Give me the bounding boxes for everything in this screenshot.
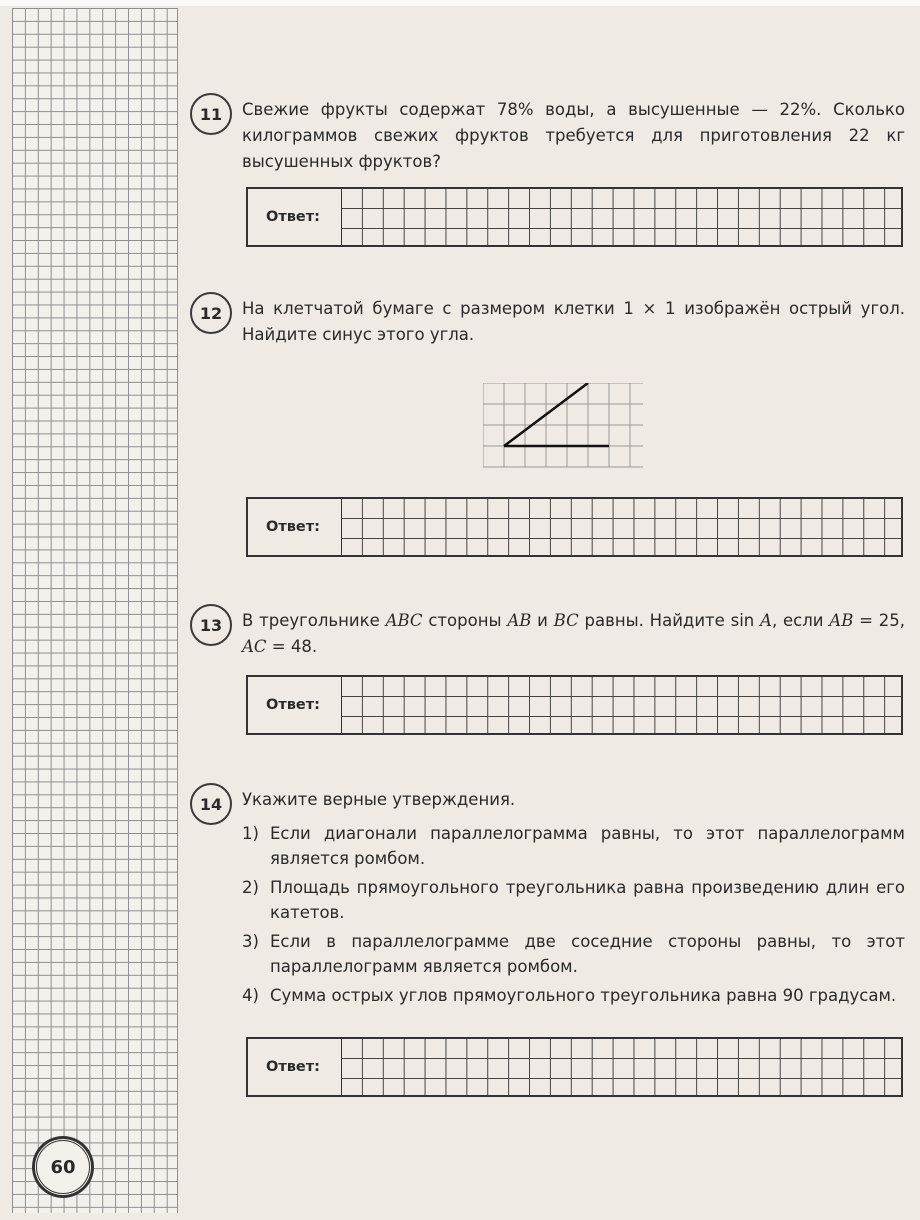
answer-box-13[interactable] — [246, 675, 903, 735]
grid-angle-figure — [483, 383, 643, 473]
answer-label: Ответ: — [248, 1039, 342, 1095]
margin-grid — [12, 8, 178, 1213]
task-text: На клетчатой бумаге с размером клетки 1 × 1 изображён острый угол. Найдите синус этого угла. — [242, 299, 905, 344]
statement-item: 2) Площадь прямоугольного треугольника равна произведению длин его катетов. — [242, 878, 905, 922]
page-top-edge — [0, 0, 920, 6]
task-text: Свежие фрукты содержат 78% воды, а высушенные — 22%. Сколько килограммов свежих фруктов требуется для приготовления 22 кг высушенных фруктов? — [242, 100, 905, 171]
task-number: 11 — [190, 93, 232, 135]
statement-item: 3) Если в параллелограмме две соседние стороны равны, то этот параллелограмм является ромбом. — [242, 932, 905, 976]
answer-label: Ответ: — [248, 499, 342, 555]
answer-label: Ответ: — [248, 189, 342, 245]
answer-cells[interactable] — [342, 499, 901, 555]
answer-box-14[interactable] — [246, 1037, 903, 1097]
answer-box-12[interactable] — [246, 497, 903, 557]
answer-cells[interactable] — [342, 189, 901, 245]
task-text: В треугольнике ABC стороны AB и BC равны. Найдите sin A, если AB = 25, AC = 48. — [242, 611, 905, 656]
answer-box-11[interactable] — [246, 187, 903, 247]
task-number: 12 — [190, 292, 232, 334]
statements-list — [242, 821, 905, 1012]
statement-item: 1) Если диагонали параллелограмма равны, то этот параллелограмм является ромбом. — [242, 824, 905, 868]
answer-cells[interactable] — [342, 1039, 901, 1095]
answer-cells[interactable] — [342, 677, 901, 733]
task-number: 14 — [190, 783, 232, 825]
task-number: 13 — [190, 604, 232, 646]
answer-label: Ответ: — [248, 677, 342, 733]
task-text: Укажите верные утверждения. — [242, 790, 516, 809]
acute-angle — [504, 383, 609, 446]
statement-item: 4) Сумма острых углов прямоугольного треугольника равна 90 градусам. — [242, 986, 897, 1005]
page-number: 60 — [34, 1138, 92, 1196]
